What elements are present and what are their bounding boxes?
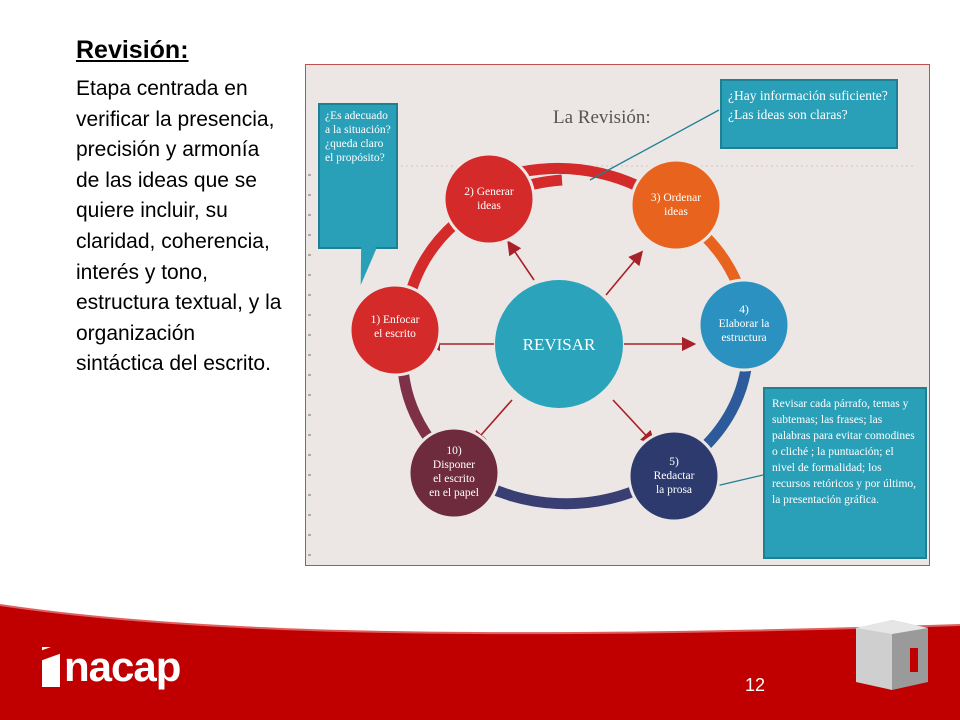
slide-title: Revisión: xyxy=(76,36,189,64)
svg-text:en el papel: en el papel xyxy=(429,487,479,499)
figure-title: La Revisión: xyxy=(553,107,651,128)
left-edge-ticks xyxy=(308,175,311,555)
logo-mark-icon xyxy=(42,647,60,687)
svg-text:3) Ordenar: 3) Ordenar xyxy=(650,192,702,204)
svg-text:la prosa: la prosa xyxy=(655,484,693,496)
logo-text: nacap xyxy=(64,643,181,690)
svg-text:estructura: estructura xyxy=(721,332,767,344)
svg-text:el escrito: el escrito xyxy=(433,473,475,485)
svg-text:ideas: ideas xyxy=(477,200,501,212)
svg-text:2) Generar: 2) Generar xyxy=(464,186,514,198)
svg-text:10): 10) xyxy=(446,445,462,457)
svg-text:Redactar: Redactar xyxy=(653,470,695,482)
node-disponer xyxy=(409,428,499,518)
callout-connector-bottom xyxy=(716,475,763,486)
node-enfocar xyxy=(350,285,440,375)
node-elaborar xyxy=(699,280,789,370)
revision-diagram xyxy=(305,64,930,566)
svg-text:Elaborar la: Elaborar la xyxy=(718,318,770,330)
svg-text:4): 4) xyxy=(739,304,749,316)
node-generar xyxy=(444,154,534,244)
callout-left: ¿Es adecuado a la situación? ¿queda claro el propósito? xyxy=(318,103,398,249)
svg-text:Disponer: Disponer xyxy=(432,459,476,471)
cube-icon xyxy=(852,618,932,692)
center-label: REVISAR xyxy=(522,335,596,354)
node-redactar xyxy=(629,431,719,521)
svg-text:el escrito: el escrito xyxy=(374,328,416,340)
node-ordenar xyxy=(631,160,721,250)
svg-text:ideas: ideas xyxy=(664,206,688,218)
callout-top-right: ¿Hay información suficiente? ¿Las ideas son claras? xyxy=(720,79,898,149)
svg-text:5): 5) xyxy=(669,456,679,468)
callout-bottom-right: Revisar cada párrafo, temas y subtemas; las frases; las palabras para evitar comodines o cliché ; la puntuación; el nivel de formalidad; los recursos retóricos y por último, la presentación gráfica. xyxy=(763,387,927,559)
svg-text:1) Enfocar: 1) Enfocar xyxy=(370,314,420,326)
slide-body-text: Etapa centrada en verificar la presencia, precisión y armonía de las ideas que se quiere incluir, su claridad, coherencia, interés y tono, estructura textual, y la organización sintáctica del escrito. xyxy=(76,77,282,376)
inacap-logo xyxy=(42,643,181,690)
page-number: 12 xyxy=(745,675,766,695)
